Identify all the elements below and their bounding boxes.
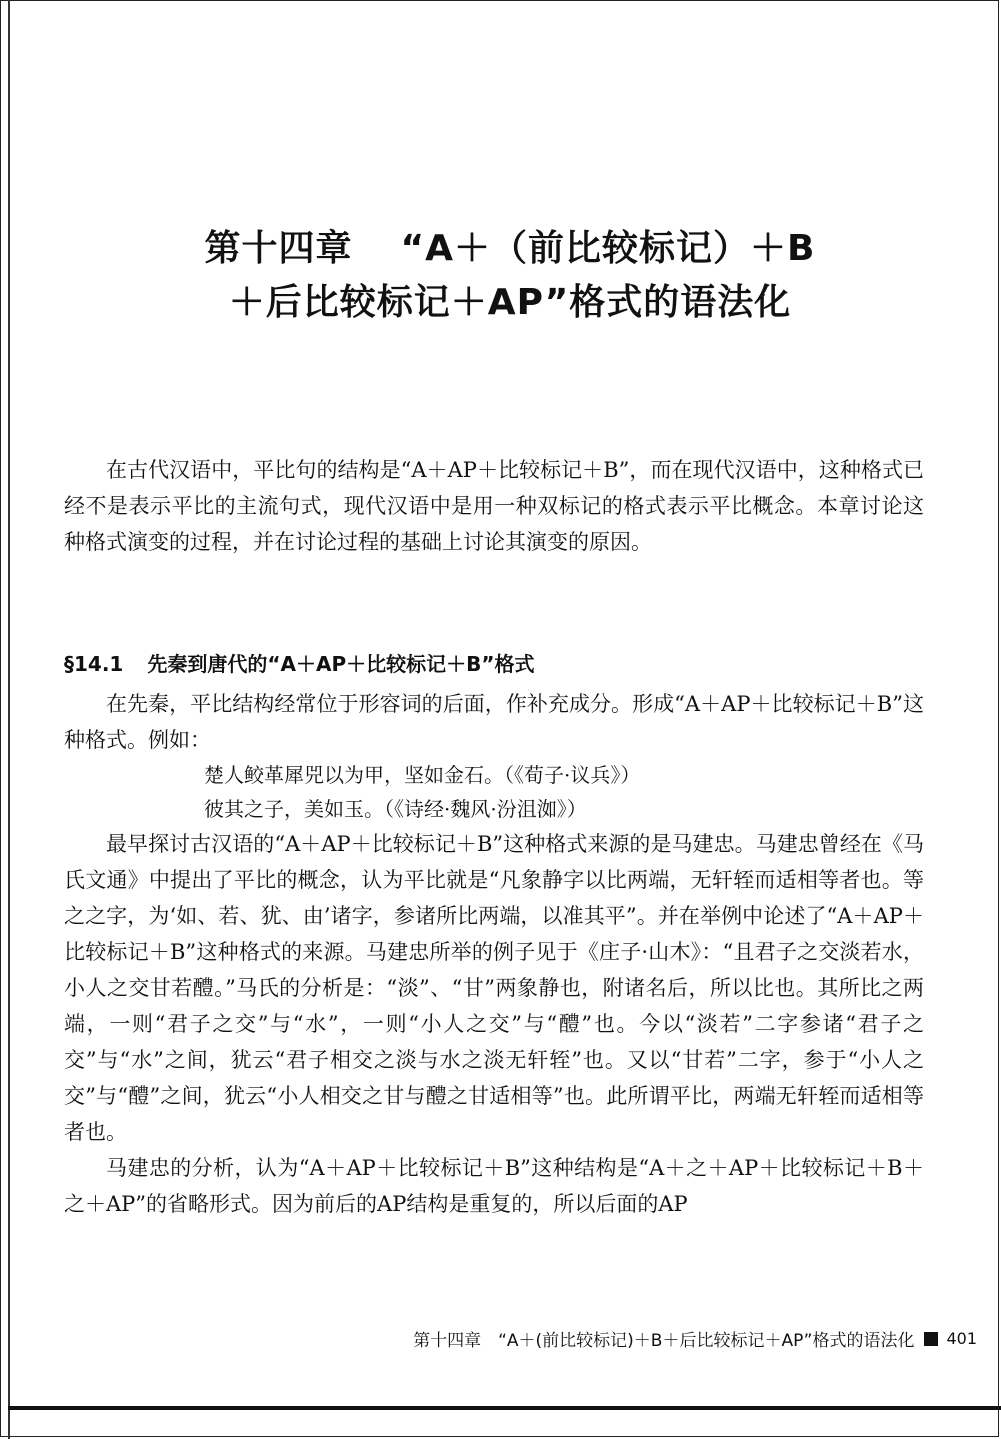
example-1 xyxy=(64,758,924,792)
example-1-text: 楚人鲛革犀兕以为甲，坚如金石。 xyxy=(204,763,504,787)
section-heading xyxy=(64,648,535,677)
example-1-source: （《荀子·议兵》） xyxy=(504,763,641,787)
chapter-title-line2: ＋后比较标记＋AP”格式的语法化 xyxy=(228,282,792,323)
section-paragraph-3: 马建忠的分析，认为“A＋AP＋比较标记＋B”这种结构是“A＋之＋AP＋比较标记＋B＋之＋AP”的省略形式。因为前后的AP结构是重复的，所以后面的AP xyxy=(64,1156,924,1216)
running-title: 第十四章 “A＋(前比较标记)＋B＋后比较标记＋AP”格式的语法化 xyxy=(413,1331,915,1351)
chapter-number: 第十四章 xyxy=(204,228,353,269)
section-title: 先秦到唐代的“A＋AP＋比较标记＋B”格式 xyxy=(147,652,535,676)
example-2-text: 彼其之子，美如玉。 xyxy=(204,797,384,821)
section-number: §14.1 xyxy=(64,652,124,676)
section-paragraph-2: 最早探讨古汉语的“A＋AP＋比较标记＋B”这种格式来源的是马建忠。马建忠曾经在《马氏文通》中提出了平比的概念，认为平比就是“凡象静字以比两端，无轩轾而适相等者也。等之之字，为‘如、若、犹、由’诸字，参诸所比两端，以准其平”。并在举例中论述了“A＋AP＋比较标记＋B”这种格式的来源。马建忠所举的例子见于《庄子·山木》：“且君子之交淡若水，小人之交甘若醴。”马氏的分析是：“淡”、“甘”两象静也，附诸名后，所以比也。其所比之两端，一则“君子之交”与“水”，一则“小人之交”与“醴”也。今以“淡若”二字参诸“君子之交”与“水”之间，犹云“君子相交之淡与水之淡无轩轾”也。又以“甘若”二字，参于“小人之交”与“醴”之间，犹云“小人相交之甘与醴之甘适相等”也。此所谓平比，两端无轩轾而适相等者也。 xyxy=(64,832,924,1144)
example-2-source: （《诗经·魏风·汾沮洳》） xyxy=(384,797,587,821)
page-number: 401 xyxy=(946,1329,977,1348)
square-bullet-icon xyxy=(924,1332,938,1346)
page-footer xyxy=(413,1326,977,1351)
example-2 xyxy=(64,792,924,826)
chapter-title xyxy=(120,222,900,330)
chapter-title-line1: “A＋（前比较标记）＋B xyxy=(400,228,816,269)
intro-paragraph: 在古代汉语中，平比句的结构是“A＋AP＋比较标记＋B”，而在现代汉语中，这种格式已经不是表示平比的主流句式，现代汉语中是用一种双标记的格式表示平比概念。本章讨论这种格式演变的过程，并在讨论过程的基础上讨论其演变的原因。 xyxy=(64,458,924,554)
binding-line xyxy=(8,0,10,1439)
section-paragraph-1: 在先秦，平比结构经常位于形容词的后面，作补充成分。形成“A＋AP＋比较标记＋B”这种格式。例如： xyxy=(64,692,924,752)
section-body xyxy=(64,686,924,1222)
intro-block xyxy=(64,452,924,560)
bottom-rule xyxy=(8,1406,1001,1410)
